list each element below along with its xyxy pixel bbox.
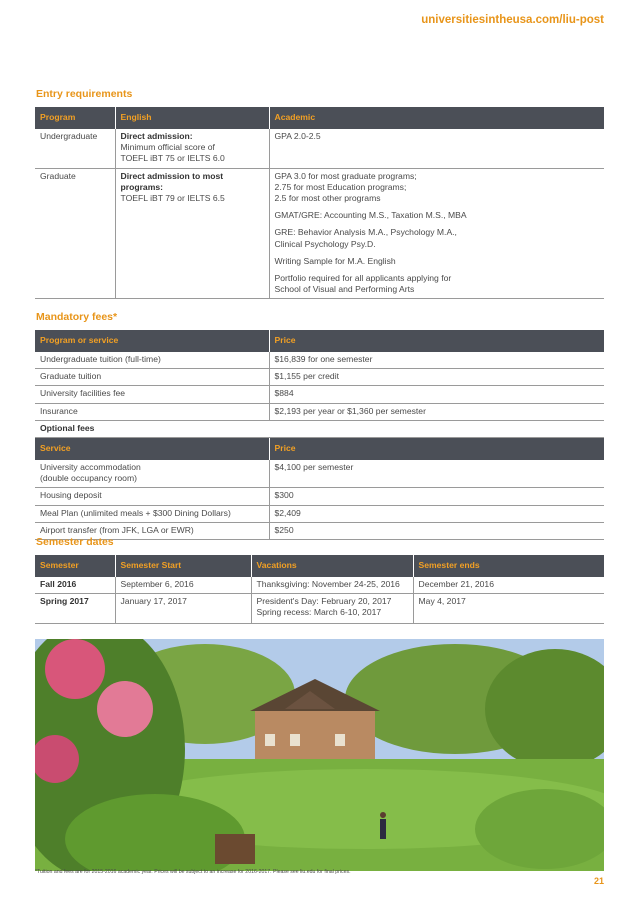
academic-line: 2.75 for most Education programs; xyxy=(274,181,407,192)
column-header: Price xyxy=(269,438,604,461)
table-row xyxy=(35,522,604,539)
optional-fees-row xyxy=(35,420,604,437)
footnote: *Tuition and fees are for 2015-2016 academic year. Prices will be subject to an increase for 2016-2017. Please see liu.edu for final prices. xyxy=(35,869,351,875)
table-header-row xyxy=(35,330,604,352)
academic-line: GRE: Behavior Analysis M.A., Psychology M.A., xyxy=(274,227,457,238)
page-number: 21 xyxy=(593,876,604,886)
mandatory-fees-title: Mandatory fees* xyxy=(36,311,118,323)
vacation-line: President's Day: February 20, 2017 xyxy=(256,596,392,607)
site-url: universitiesintheusa.com/liu-post xyxy=(421,14,604,26)
english-bold: Direct admission: xyxy=(120,131,193,141)
column-header: Service xyxy=(35,438,269,461)
service-cell xyxy=(35,460,269,488)
academic-gmat: GMAT/GRE: Accounting M.S., Taxation M.S., MBA xyxy=(274,210,467,221)
column-header: Program or service xyxy=(35,330,269,352)
academic-line: 2.5 for most other programs xyxy=(274,193,381,204)
english-cell xyxy=(115,168,269,299)
table-row xyxy=(35,386,604,403)
service-cell: Airport transfer (from JFK, LGA or EWR) xyxy=(35,522,269,539)
academic-cell xyxy=(269,168,604,299)
academic-gre xyxy=(275,227,600,249)
vacation-line: Spring recess: March 6-10, 2017 xyxy=(256,607,382,618)
academic-cell: GPA 2.0-2.5 xyxy=(269,129,604,168)
academic-line: Clinical Psychology Psy.D. xyxy=(274,238,376,249)
academic-line: Portfolio required for all applicants applying for xyxy=(274,273,452,284)
column-header: Semester xyxy=(35,555,115,577)
table-header-row xyxy=(35,438,604,461)
service-cell: Graduate tuition xyxy=(35,369,269,386)
table-row xyxy=(35,129,604,168)
academic-line: GPA 3.0 for most graduate programs; xyxy=(274,170,417,181)
column-header: Vacations xyxy=(251,555,413,577)
academic-writing: Writing Sample for M.A. English xyxy=(274,255,396,266)
semester-cell: Spring 2017 xyxy=(35,594,115,624)
price-cell: $1,155 per credit xyxy=(269,369,604,386)
table-row xyxy=(35,594,604,624)
table-row xyxy=(35,460,604,488)
english-line: TOEFL iBT 79 or IELTS 6.5 xyxy=(120,193,225,204)
column-header: Program xyxy=(35,107,115,129)
column-header: Semester ends xyxy=(413,555,604,577)
campus-photo xyxy=(35,639,604,871)
price-cell: $250 xyxy=(269,522,604,539)
semester-dates-title: Semester dates xyxy=(36,536,114,548)
service-cell: Insurance xyxy=(35,403,269,420)
table-row xyxy=(35,577,604,594)
service-cell: Meal Plan (unlimited meals + $300 Dining Dollars) xyxy=(35,505,269,522)
academic-gpa xyxy=(275,171,600,205)
price-cell: $300 xyxy=(269,488,604,505)
program-cell: Undergraduate xyxy=(35,129,115,168)
table-row xyxy=(35,369,604,386)
service-cell: Housing deposit xyxy=(35,488,269,505)
academic-line: School of Visual and Performing Arts xyxy=(274,284,415,295)
table-row xyxy=(35,488,604,505)
entry-requirements-table xyxy=(35,107,604,299)
service-cell: Undergraduate tuition (full-time) xyxy=(35,352,269,369)
column-header: Price xyxy=(269,330,604,352)
semester-cell: Fall 2016 xyxy=(35,577,115,594)
start-cell: September 6, 2016 xyxy=(115,577,251,594)
ends-cell: May 4, 2017 xyxy=(413,594,604,624)
vacations-cell xyxy=(251,594,413,624)
program-cell: Graduate xyxy=(35,168,115,299)
vacations-cell: Thanksgiving: November 24-25, 2016 xyxy=(251,577,413,594)
price-cell: $2,193 per year or $1,360 per semester xyxy=(269,403,604,420)
price-cell: $4,100 per semester xyxy=(269,460,604,488)
column-header: English xyxy=(115,107,269,129)
table-row xyxy=(35,352,604,369)
price-cell: $16,839 for one semester xyxy=(269,352,604,369)
semester-dates-table xyxy=(35,555,604,624)
start-cell: January 17, 2017 xyxy=(115,594,251,624)
column-header: Academic xyxy=(269,107,604,129)
price-cell: $2,409 xyxy=(269,505,604,522)
academic-portfolio xyxy=(275,273,600,295)
table-header-row xyxy=(35,107,604,129)
optional-fees-label: Optional fees xyxy=(35,420,604,437)
service-cell: University facilities fee xyxy=(35,386,269,403)
english-cell xyxy=(115,129,269,168)
english-line: TOEFL iBT 75 or IELTS 6.0 xyxy=(120,153,225,164)
table-row xyxy=(35,505,604,522)
service-line: (double occupancy room) xyxy=(40,473,137,484)
english-bold: Direct admission to most xyxy=(120,170,224,181)
mandatory-fees-table xyxy=(35,330,604,540)
column-header: Semester Start xyxy=(115,555,251,577)
ends-cell: December 21, 2016 xyxy=(413,577,604,594)
english-line: Minimum official score of xyxy=(120,142,215,153)
campus-illustration xyxy=(35,639,604,871)
table-header-row xyxy=(35,555,604,577)
service-line: University accommodation xyxy=(40,462,141,473)
table-row xyxy=(35,168,604,299)
entry-requirements-title: Entry requirements xyxy=(36,88,133,100)
table-row xyxy=(35,403,604,420)
english-bold: programs: xyxy=(120,181,163,192)
price-cell: $884 xyxy=(269,386,604,403)
